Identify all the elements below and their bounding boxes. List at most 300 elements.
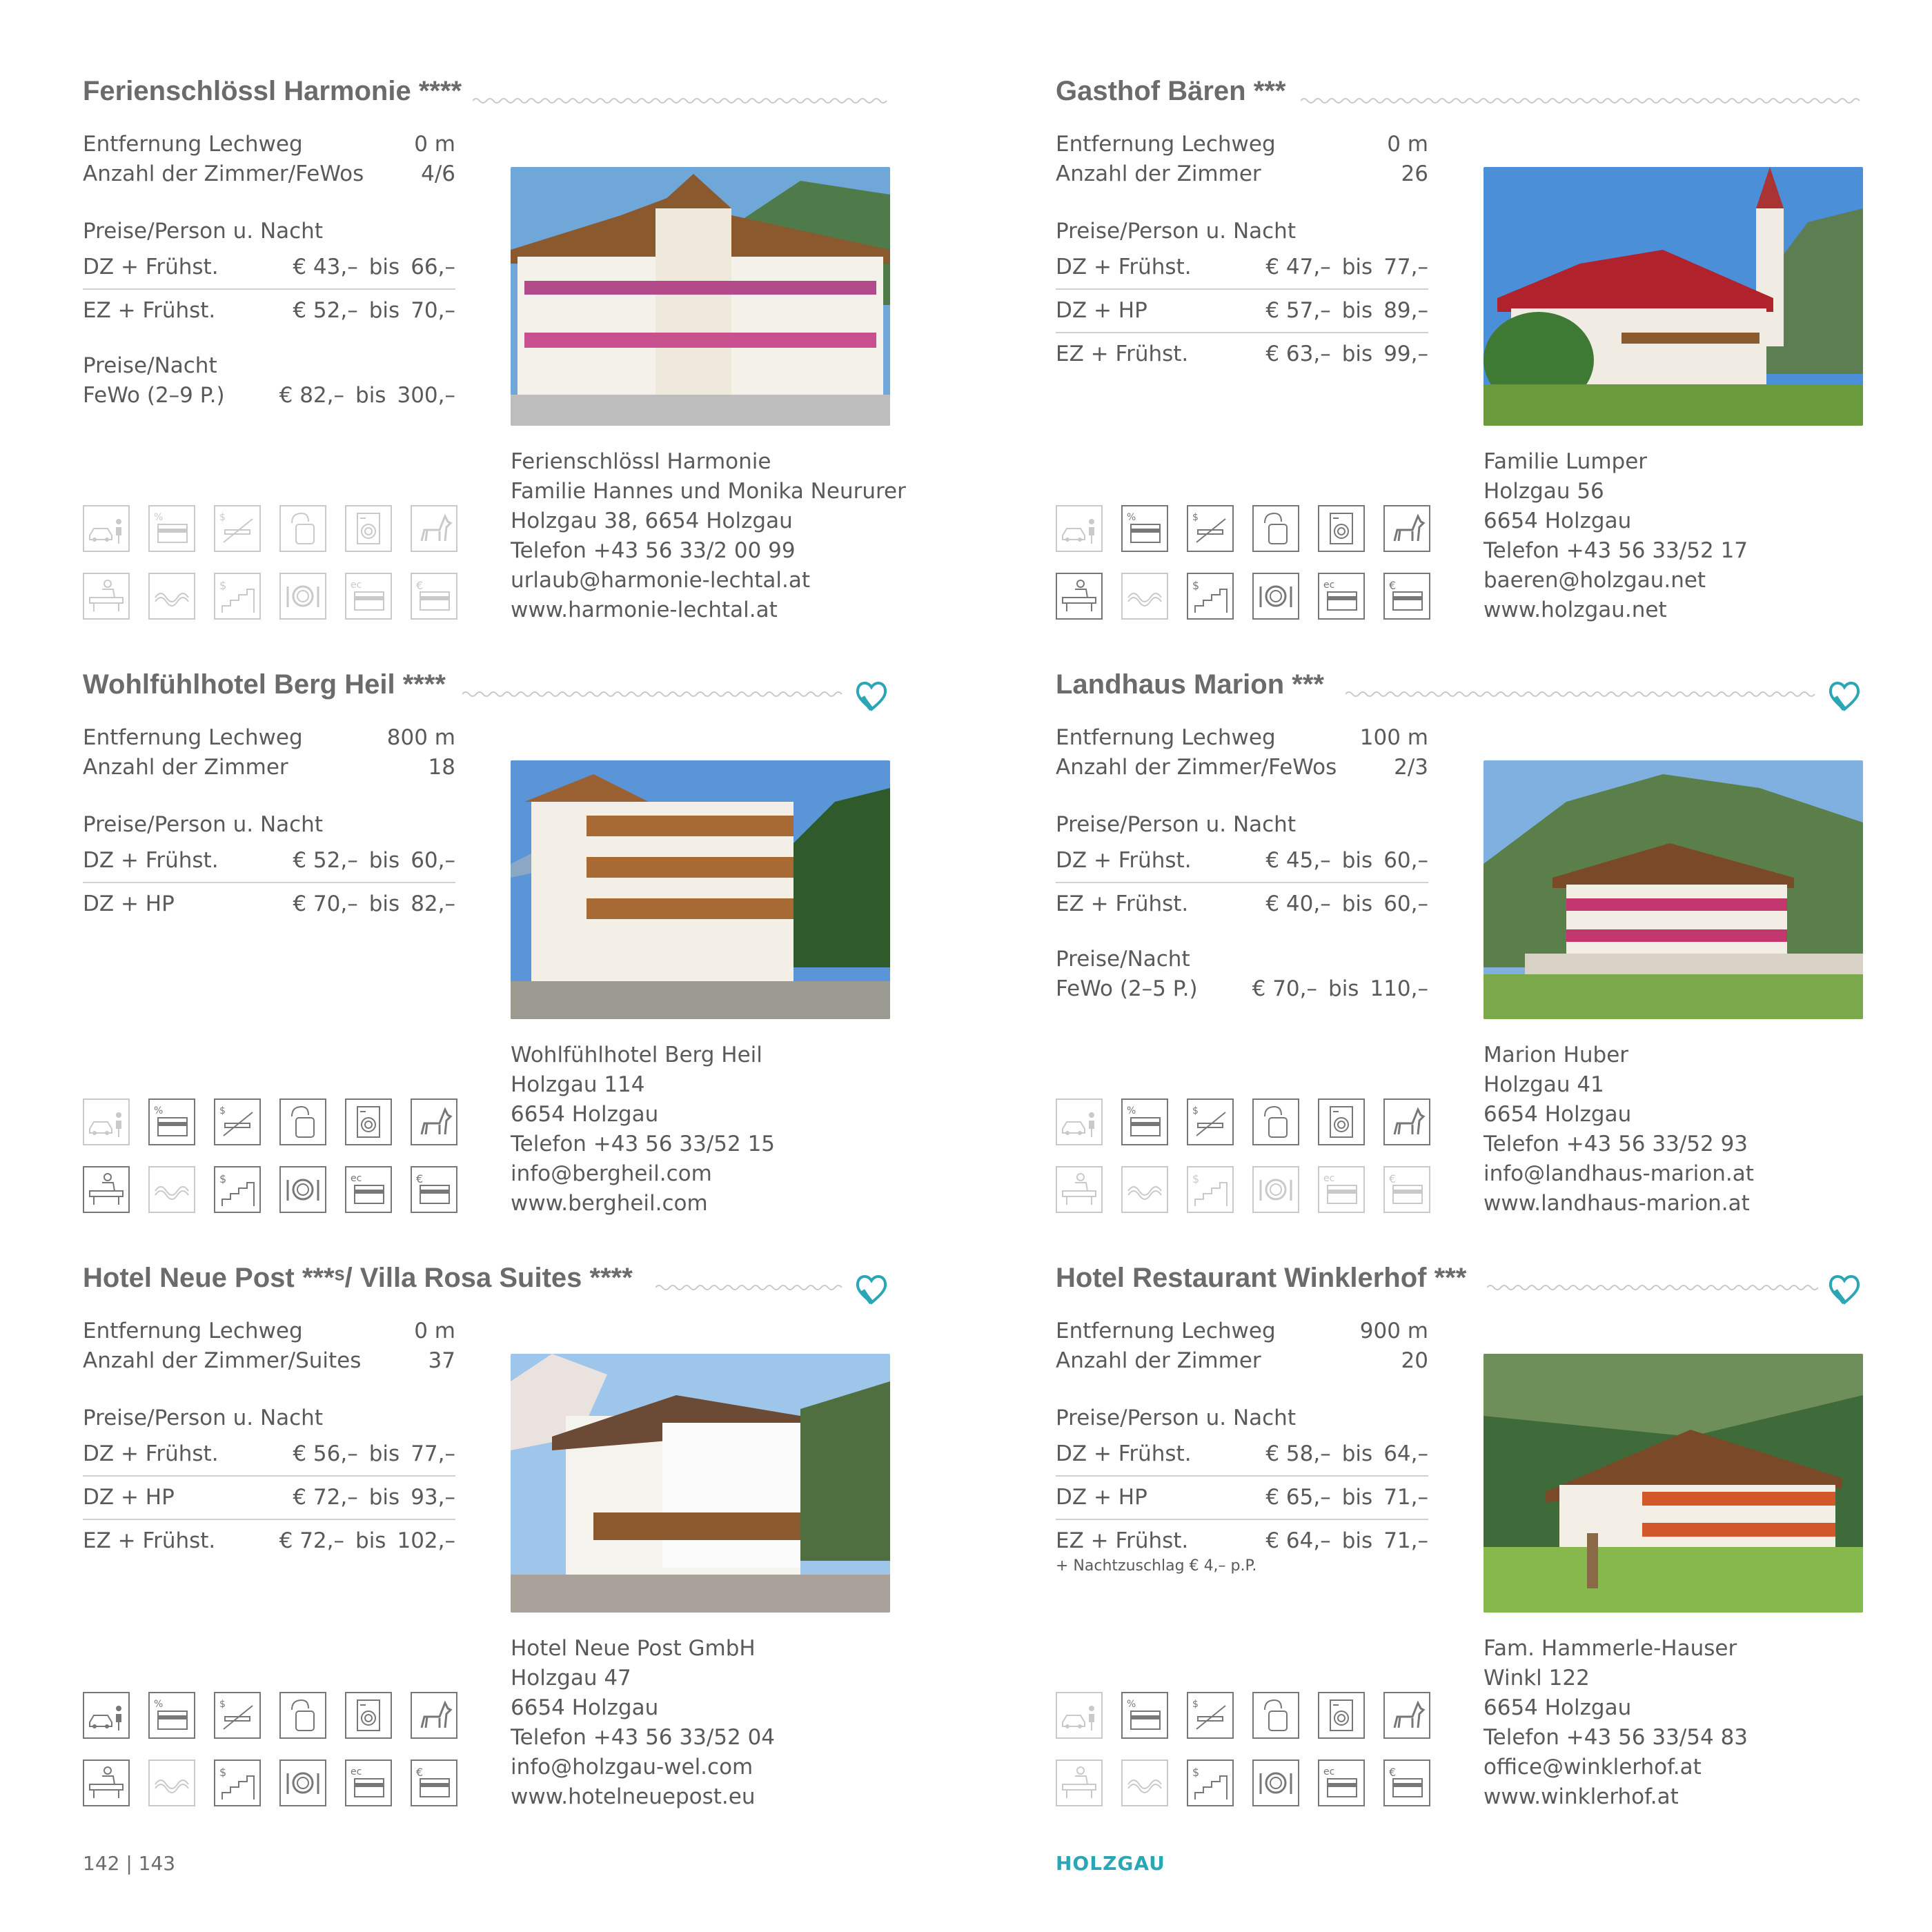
- contact-block: [511, 1041, 775, 1219]
- contact-email[interactable]: office@winklerhof.at: [1483, 1755, 1702, 1780]
- svg-text:$: $: [1192, 512, 1199, 523]
- ec-card-icon: [345, 1759, 392, 1806]
- contact-website[interactable]: www.winklerhof.at: [1483, 1784, 1679, 1809]
- price-label: DZ + Frühst.: [83, 1441, 219, 1466]
- ec-card-icon: [1318, 1166, 1365, 1213]
- price-from: € 52,–: [293, 298, 358, 323]
- price-label: EZ + Frühst.: [1056, 891, 1189, 916]
- amenity-icon-row: [83, 505, 459, 552]
- price-bis: bis: [1328, 976, 1359, 1001]
- fact-label: Anzahl der Zimmer/FeWos: [1056, 755, 1337, 780]
- contact-email[interactable]: info@landhaus-marion.at: [1483, 1161, 1754, 1186]
- svg-text:€: €: [1389, 1172, 1397, 1185]
- price-label: DZ + HP: [83, 891, 175, 916]
- price-bis: bis: [1341, 891, 1373, 916]
- fact-label: Anzahl der Zimmer/FeWos: [83, 161, 364, 186]
- no-smoking-icon: [214, 1098, 261, 1145]
- restaurant-icon: [1252, 1166, 1299, 1213]
- contact-name: Wohlfühlhotel Berg Heil: [511, 1043, 762, 1067]
- price-to: 60,–: [1383, 891, 1428, 916]
- restaurant-icon: [1252, 1759, 1299, 1806]
- svg-text:ec: ec: [351, 1173, 362, 1184]
- price-from: € 63,–: [1265, 342, 1331, 366]
- washing-machine-icon: [345, 1692, 392, 1739]
- facts-block: [1056, 723, 1428, 1004]
- bag-icon: [279, 1098, 326, 1145]
- hotel-photo: [1483, 760, 1863, 1019]
- price-to: 60,–: [411, 848, 455, 873]
- contact-phone[interactable]: Telefon +43 56 33/54 83: [1483, 1725, 1748, 1750]
- region-label: HOLZGAU: [1056, 1852, 1165, 1875]
- wave-divider: [1346, 687, 1818, 701]
- contact-city: 6654 Holzgau: [511, 1102, 659, 1127]
- svg-text:ec: ec: [351, 1766, 362, 1777]
- no-smoking-icon: [1187, 505, 1234, 552]
- price-from: € 52,–: [293, 848, 358, 873]
- massage-icon: [1056, 1759, 1103, 1806]
- hotel-photo: [511, 167, 890, 426]
- hotel-entry: [1056, 1263, 1863, 1815]
- amenity-icons: [83, 505, 459, 640]
- fact-value: 100 m: [1359, 725, 1428, 750]
- contact-website[interactable]: www.bergheil.com: [511, 1191, 708, 1216]
- hotel-photo: [1483, 167, 1863, 426]
- entry-title-row: [1056, 76, 1863, 124]
- fact-label: Entfernung Lechweg: [1056, 725, 1276, 750]
- contact-name: Hotel Neue Post GmbH: [511, 1636, 756, 1661]
- discount-card-icon: [1121, 1098, 1168, 1145]
- dog-icon: [411, 1098, 457, 1145]
- amenity-icon-row: [83, 1692, 459, 1739]
- discount-card-icon: [1121, 1692, 1168, 1739]
- heart-icon: [853, 1270, 890, 1307]
- fact-label: Entfernung Lechweg: [83, 725, 303, 750]
- svg-text:$: $: [1192, 1105, 1199, 1116]
- euro-cash-icon: [1383, 1166, 1430, 1213]
- price-label: DZ + Frühst.: [1056, 1441, 1192, 1466]
- svg-text:$: $: [219, 1172, 227, 1185]
- contact-city: 6654 Holzgau: [1483, 1102, 1632, 1127]
- wellness-icon: [148, 1759, 195, 1806]
- contact-address: Holzgau 114: [511, 1072, 645, 1097]
- euro-cash-icon: [1383, 573, 1430, 620]
- price-to: 70,–: [411, 298, 455, 323]
- price-bis: bis: [355, 383, 386, 408]
- price-label: EZ + Frühst.: [83, 298, 216, 323]
- price-to: 77,–: [411, 1441, 455, 1466]
- amenity-icon-row: [1056, 505, 1432, 552]
- amenity-icon-row: [1056, 1759, 1432, 1806]
- prices-label: Preise/Person u. Nacht: [83, 812, 323, 837]
- fact-label: Entfernung Lechweg: [83, 132, 303, 157]
- price-from: € 57,–: [1265, 298, 1331, 323]
- washing-machine-icon: [1318, 1098, 1365, 1145]
- hotel-title: Wohlfühlhotel Berg Heil ****: [83, 669, 446, 700]
- contact-block: [1483, 1041, 1754, 1219]
- contact-block: [511, 1634, 775, 1812]
- contact-family: Familie Hannes und Monika Neururer: [511, 479, 906, 504]
- price-label: EZ + Frühst.: [1056, 1528, 1189, 1553]
- bag-icon: [1252, 1692, 1299, 1739]
- price-from: € 65,–: [1265, 1485, 1331, 1510]
- svg-text:$: $: [1192, 1699, 1199, 1710]
- price-to: 71,–: [1383, 1528, 1428, 1553]
- price-from: € 70,–: [1252, 976, 1318, 1001]
- price-label: DZ + Frühst.: [1056, 848, 1192, 873]
- contact-city: 6654 Holzgau: [511, 1695, 659, 1720]
- amenity-icons: [1056, 505, 1432, 640]
- euro-cash-icon: [411, 1166, 457, 1213]
- price-to: 99,–: [1383, 342, 1428, 366]
- stairs-icon: [1187, 1166, 1234, 1213]
- surcharge-note: + Nachtzuschlag € 4,– p.P.: [1056, 1557, 1257, 1575]
- fewo-type: FeWo (2–5 P.): [1056, 976, 1198, 1001]
- price-from: € 70,–: [293, 891, 358, 916]
- amenity-icon-row: [83, 573, 459, 620]
- discount-card-icon: [1121, 505, 1168, 552]
- svg-text:$: $: [219, 579, 227, 592]
- discount-card-icon: [148, 1098, 195, 1145]
- stairs-icon: [214, 1166, 261, 1213]
- fact-value: 26: [1401, 161, 1428, 186]
- svg-text:ec: ec: [1323, 580, 1335, 591]
- massage-icon: [83, 1759, 130, 1806]
- contact-city: 6654 Holzgau: [1483, 1695, 1632, 1720]
- price-to: 300,–: [397, 383, 455, 408]
- contact-email[interactable]: info@holzgau-wel.com: [511, 1755, 753, 1780]
- price-bis: bis: [368, 848, 400, 873]
- facts-block: [83, 1317, 455, 1562]
- fact-value: 0 m: [414, 1319, 455, 1343]
- contact-block: [1483, 1634, 1748, 1812]
- massage-icon: [83, 1166, 130, 1213]
- svg-text:ec: ec: [1323, 1173, 1335, 1184]
- bag-icon: [279, 505, 326, 552]
- bag-icon: [279, 1692, 326, 1739]
- amenity-icon-row: [1056, 1692, 1432, 1739]
- contact-phone[interactable]: Telefon +43 56 33/52 93: [1483, 1132, 1748, 1156]
- prices-label: Preise/Person u. Nacht: [1056, 1406, 1296, 1430]
- hotel-photo: [511, 1354, 890, 1613]
- hotel-title: Ferienschlössl Harmonie ****: [83, 76, 462, 106]
- fact-label: Entfernung Lechweg: [1056, 132, 1276, 157]
- svg-text:€: €: [416, 1766, 424, 1779]
- svg-text:ec: ec: [351, 580, 362, 591]
- price-to: 71,–: [1383, 1485, 1428, 1510]
- contact-email[interactable]: info@bergheil.com: [511, 1161, 712, 1186]
- price-label: EZ + Frühst.: [1056, 342, 1189, 366]
- contact-name: Ferienschlössl Harmonie: [511, 449, 771, 474]
- bag-icon: [1252, 1098, 1299, 1145]
- price-bis: bis: [1341, 848, 1373, 873]
- car-guest-icon: [83, 505, 130, 552]
- amenity-icon-row: [1056, 1166, 1432, 1213]
- euro-cash-icon: [411, 1759, 457, 1806]
- hotel-photo: [1483, 1354, 1863, 1613]
- svg-text:ec: ec: [1323, 1766, 1335, 1777]
- entry-title-row: [83, 76, 890, 124]
- price-bis: bis: [368, 1441, 400, 1466]
- hotel-entry: [83, 669, 890, 1221]
- fact-label: Anzahl der Zimmer: [1056, 161, 1261, 186]
- fewo-type: FeWo (2–9 P.): [83, 383, 225, 408]
- car-guest-icon: [1056, 1692, 1103, 1739]
- heart-icon: [853, 676, 890, 713]
- hotel-title: Hotel Neue Post ***ˢ/ Villa Rosa Suites ****: [83, 1263, 633, 1293]
- stairs-icon: [214, 1759, 261, 1806]
- washing-machine-icon: [1318, 505, 1365, 552]
- fact-value: 0 m: [414, 132, 455, 157]
- amenity-icon-row: [83, 1098, 459, 1145]
- washing-machine-icon: [345, 505, 392, 552]
- restaurant-icon: [279, 573, 326, 620]
- svg-text:$: $: [219, 1766, 227, 1779]
- svg-text:€: €: [1389, 579, 1397, 592]
- contact-city: 6654 Holzgau: [1483, 509, 1632, 533]
- fact-label: Entfernung Lechweg: [1056, 1319, 1276, 1343]
- price-from: € 45,–: [1265, 848, 1331, 873]
- dog-icon: [1383, 1098, 1430, 1145]
- fact-label: Anzahl der Zimmer: [83, 755, 288, 780]
- washing-machine-icon: [345, 1098, 392, 1145]
- dog-icon: [1383, 1692, 1430, 1739]
- heart-icon: [1826, 1270, 1863, 1307]
- massage-icon: [1056, 573, 1103, 620]
- fact-label: Entfernung Lechweg: [83, 1319, 303, 1343]
- contact-email[interactable]: urlaub@harmonie-lechtal.at: [511, 568, 810, 593]
- fact-value: 18: [428, 755, 455, 780]
- price-from: € 72,–: [279, 1528, 345, 1553]
- price-bis: bis: [368, 891, 400, 916]
- price-from: € 47,–: [1265, 255, 1331, 279]
- entry-title-row: [83, 1263, 890, 1311]
- svg-text:$: $: [219, 1105, 226, 1116]
- price-to: 77,–: [1383, 255, 1428, 279]
- restaurant-icon: [1252, 573, 1299, 620]
- price-bis: bis: [368, 298, 400, 323]
- svg-text:$: $: [1192, 1766, 1200, 1779]
- fact-value: 37: [428, 1348, 455, 1373]
- wave-divider: [1487, 1281, 1818, 1294]
- hotel-entry: [83, 1263, 890, 1815]
- wave-divider: [656, 1281, 845, 1294]
- amenity-icon-row: [1056, 1098, 1432, 1145]
- price-to: 89,–: [1383, 298, 1428, 323]
- contact-email[interactable]: baeren@holzgau.net: [1483, 568, 1706, 593]
- price-from: € 56,–: [293, 1441, 358, 1466]
- discount-card-icon: [148, 1692, 195, 1739]
- svg-text:%: %: [154, 512, 164, 523]
- price-from: € 58,–: [1265, 1441, 1331, 1466]
- price-to: 110,–: [1370, 976, 1428, 1001]
- svg-text:€: €: [1389, 1766, 1397, 1779]
- amenity-icons: [1056, 1098, 1432, 1234]
- hotel-title: Hotel Restaurant Winklerhof ***: [1056, 1263, 1467, 1293]
- massage-icon: [1056, 1166, 1103, 1213]
- price-from: € 72,–: [293, 1485, 358, 1510]
- contact-name: Familie Lumper: [1483, 449, 1648, 474]
- contact-address: Winkl 122: [1483, 1666, 1590, 1690]
- wellness-icon: [1121, 573, 1168, 620]
- hotel-entry: [1056, 76, 1863, 628]
- fact-value: 20: [1401, 1348, 1428, 1373]
- price-to: 60,–: [1383, 848, 1428, 873]
- wave-divider: [473, 94, 890, 108]
- contact-name: Marion Huber: [1483, 1043, 1629, 1067]
- contact-address: Holzgau 56: [1483, 479, 1604, 504]
- hotel-title: Landhaus Marion ***: [1056, 669, 1324, 700]
- price-bis: bis: [368, 1485, 400, 1510]
- page-numbers: 142 | 143: [83, 1852, 176, 1875]
- price-label: DZ + HP: [83, 1485, 175, 1510]
- car-guest-icon: [83, 1692, 130, 1739]
- contact-phone[interactable]: Telefon +43 56 33/52 15: [511, 1132, 776, 1156]
- svg-text:$: $: [219, 512, 226, 523]
- fact-value: 2/3: [1394, 755, 1428, 780]
- no-smoking-icon: [1187, 1692, 1234, 1739]
- price-bis: bis: [1341, 298, 1373, 323]
- amenity-icon-row: [83, 1166, 459, 1213]
- ec-card-icon: [1318, 573, 1365, 620]
- hotel-title: Gasthof Bären ***: [1056, 76, 1286, 106]
- no-smoking-icon: [214, 1692, 261, 1739]
- discount-card-icon: [148, 505, 195, 552]
- no-smoking-icon: [1187, 1098, 1234, 1145]
- price-to: 82,–: [411, 891, 455, 916]
- washing-machine-icon: [1318, 1692, 1365, 1739]
- svg-text:%: %: [154, 1105, 164, 1116]
- prices-label: Preise/Person u. Nacht: [83, 1406, 323, 1430]
- facts-block: [1056, 130, 1428, 375]
- wellness-icon: [1121, 1759, 1168, 1806]
- price-to: 102,–: [397, 1528, 455, 1553]
- car-guest-icon: [83, 1098, 130, 1145]
- price-label: EZ + Frühst.: [83, 1528, 216, 1553]
- car-guest-icon: [1056, 1098, 1103, 1145]
- prices-label: Preise/Person u. Nacht: [1056, 219, 1296, 244]
- massage-icon: [83, 573, 130, 620]
- prices-label: Preise/Person u. Nacht: [83, 219, 323, 244]
- ec-card-icon: [1318, 1759, 1365, 1806]
- bag-icon: [1252, 505, 1299, 552]
- price-from: € 43,–: [293, 255, 358, 279]
- price-bis: bis: [1341, 1441, 1373, 1466]
- price-from: € 64,–: [1265, 1528, 1331, 1553]
- price-label: DZ + HP: [1056, 1485, 1147, 1510]
- wellness-icon: [148, 573, 195, 620]
- svg-text:€: €: [416, 579, 424, 592]
- entry-title-row: [83, 669, 890, 718]
- amenity-icons: [1056, 1692, 1432, 1827]
- dog-icon: [411, 1692, 457, 1739]
- contact-address: Holzgau 41: [1483, 1072, 1604, 1097]
- stairs-icon: [1187, 573, 1234, 620]
- contact-name: Fam. Hammerle-Hauser: [1483, 1636, 1737, 1661]
- restaurant-icon: [279, 1166, 326, 1213]
- svg-text:$: $: [1192, 579, 1200, 592]
- fact-value: 0 m: [1387, 132, 1428, 157]
- prices-label: Preise/Person u. Nacht: [1056, 812, 1296, 837]
- stairs-icon: [1187, 1759, 1234, 1806]
- car-guest-icon: [1056, 505, 1103, 552]
- price-bis: bis: [1341, 1485, 1373, 1510]
- contact-website[interactable]: www.landhaus-marion.at: [1483, 1191, 1750, 1216]
- wave-divider: [462, 687, 845, 701]
- svg-text:%: %: [1127, 1105, 1136, 1116]
- price-to: 66,–: [411, 255, 455, 279]
- contact-address: Holzgau 38, 6654 Holzgau: [511, 509, 793, 533]
- hotel-photo: [511, 760, 890, 1019]
- amenity-icon-row: [83, 1759, 459, 1806]
- svg-text:$: $: [1192, 1172, 1200, 1185]
- price-label: DZ + Frühst.: [83, 848, 219, 873]
- wellness-icon: [148, 1166, 195, 1213]
- svg-text:%: %: [154, 1699, 164, 1710]
- price-label: DZ + Frühst.: [83, 255, 219, 279]
- hotel-entry: [83, 76, 906, 628]
- price-bis: bis: [1341, 342, 1373, 366]
- wellness-icon: [1121, 1166, 1168, 1213]
- fact-value: 800 m: [386, 725, 455, 750]
- contact-block: [1483, 447, 1748, 625]
- dog-icon: [411, 505, 457, 552]
- hotel-entry: [1056, 669, 1863, 1221]
- dog-icon: [1383, 505, 1430, 552]
- contact-phone[interactable]: Telefon +43 56 33/52 17: [1483, 538, 1748, 563]
- fact-value: 4/6: [421, 161, 455, 186]
- price-label: DZ + Frühst.: [1056, 255, 1192, 279]
- fact-label: Anzahl der Zimmer: [1056, 1348, 1261, 1373]
- price-to: 93,–: [411, 1485, 455, 1510]
- contact-address: Holzgau 47: [511, 1666, 631, 1690]
- svg-text:€: €: [416, 1172, 424, 1185]
- stairs-icon: [214, 573, 261, 620]
- ec-card-icon: [345, 1166, 392, 1213]
- fact-label: Anzahl der Zimmer/Suites: [83, 1348, 362, 1373]
- amenity-icon-row: [1056, 573, 1432, 620]
- restaurant-icon: [279, 1759, 326, 1806]
- facts-block: [83, 130, 455, 411]
- price-from: € 40,–: [1265, 891, 1331, 916]
- price-bis: bis: [1341, 255, 1373, 279]
- entry-title-row: [1056, 669, 1863, 718]
- contact-website[interactable]: www.hotelneuepost.eu: [511, 1784, 756, 1809]
- facts-block: [83, 723, 455, 925]
- price-bis: bis: [1341, 1528, 1373, 1553]
- price-bis: bis: [355, 1528, 386, 1553]
- euro-cash-icon: [411, 573, 457, 620]
- no-smoking-icon: [214, 505, 261, 552]
- contact-block: [511, 447, 906, 625]
- contact-website[interactable]: www.holzgau.net: [1483, 598, 1667, 622]
- contact-phone[interactable]: Telefon +43 56 33/52 04: [511, 1725, 776, 1750]
- euro-cash-icon: [1383, 1759, 1430, 1806]
- contact-website[interactable]: www.harmonie-lechtal.at: [511, 598, 778, 622]
- wave-divider: [1301, 94, 1863, 108]
- price-from: € 82,–: [279, 383, 345, 408]
- svg-text:%: %: [1127, 1699, 1136, 1710]
- svg-text:%: %: [1127, 512, 1136, 523]
- facts-block: [1056, 1317, 1428, 1576]
- svg-text:$: $: [219, 1699, 226, 1710]
- entry-title-row: [1056, 1263, 1863, 1311]
- fact-value: 900 m: [1359, 1319, 1428, 1343]
- contact-phone[interactable]: Telefon +43 56 33/2 00 99: [511, 538, 796, 563]
- ec-card-icon: [345, 573, 392, 620]
- amenity-icons: [83, 1692, 459, 1827]
- amenity-icons: [83, 1098, 459, 1234]
- price-to: 64,–: [1383, 1441, 1428, 1466]
